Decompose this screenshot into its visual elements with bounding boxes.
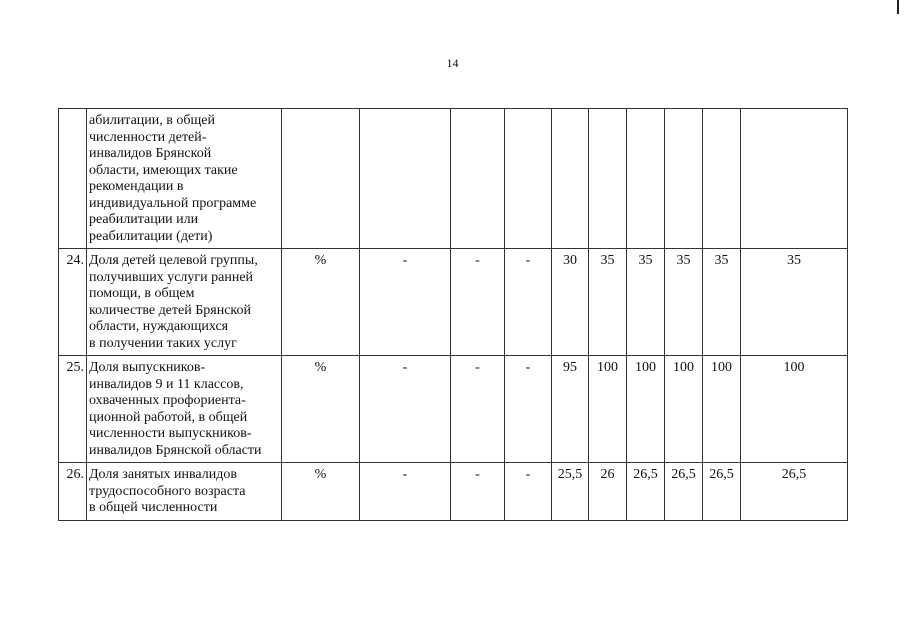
value-cell (589, 109, 627, 249)
value-cell: 35 (741, 249, 848, 356)
value-cell: - (505, 356, 552, 463)
description-line: получивших услуги ранней (89, 269, 254, 285)
row-number: 26. (59, 463, 87, 521)
unit-cell: % (282, 463, 360, 521)
value-cell: 100 (703, 356, 741, 463)
unit-cell: % (282, 356, 360, 463)
value-cell (360, 109, 451, 249)
table-row (59, 109, 848, 249)
value-cell: - (360, 463, 451, 521)
value-cell (505, 109, 552, 249)
indicator-description (87, 109, 282, 249)
value-cell (451, 109, 505, 249)
description-line: Доля выпускников- (89, 360, 206, 375)
value-cell: 100 (627, 356, 665, 463)
description-line: Доля детей целевой группы, (89, 253, 258, 268)
value-cell: 26,5 (703, 463, 741, 521)
indicator-description (87, 463, 282, 521)
unit-cell: % (282, 249, 360, 356)
indicator-description (87, 356, 282, 463)
value-cell: 26,5 (665, 463, 703, 521)
description-line: численности детей- (89, 129, 207, 145)
value-cell: 35 (589, 249, 627, 356)
value-cell: 35 (627, 249, 665, 356)
description-line: ционной работой, в общей (89, 409, 248, 425)
description-line: реабилитации или (89, 212, 199, 227)
value-cell: 35 (703, 249, 741, 356)
value-cell: 100 (741, 356, 848, 463)
description-line: области, нуждающихся (89, 319, 229, 334)
description-line: численности выпускников- (89, 426, 252, 441)
unit-cell (282, 109, 360, 249)
indicator-description (87, 249, 282, 356)
description-line: реабилитации (дети) (89, 228, 213, 244)
table-row (59, 463, 848, 521)
description-line: области, имеющих такие (89, 162, 238, 178)
value-cell: 26,5 (741, 463, 848, 521)
description-line: рекомендации в (89, 179, 184, 194)
description-line: инвалидов Брянской (89, 146, 212, 161)
table-row (59, 356, 848, 463)
table-row (59, 249, 848, 356)
value-cell: - (451, 356, 505, 463)
description-line: помощи, в общем (89, 286, 195, 301)
row-number: 24. (59, 249, 87, 356)
description-line: в общей численности (89, 500, 218, 515)
value-cell: 26 (589, 463, 627, 521)
value-cell: 26,5 (627, 463, 665, 521)
description-line: индивидуальной программе (89, 195, 257, 211)
value-cell: - (360, 356, 451, 463)
description-line: количестве детей Брянской (89, 302, 251, 318)
page-edge-mark (897, 0, 899, 14)
description-line: охваченных профориента- (89, 393, 246, 408)
value-cell: - (505, 249, 552, 356)
value-cell (627, 109, 665, 249)
description-line: инвалидов Брянской области (89, 442, 262, 458)
row-number (59, 109, 87, 249)
value-cell: - (505, 463, 552, 521)
description-line: инвалидов 9 и 11 классов, (89, 376, 244, 392)
value-cell (741, 109, 848, 249)
description-line: в получении таких услуг (89, 335, 237, 351)
value-cell: 25,5 (552, 463, 589, 521)
value-cell: - (360, 249, 451, 356)
value-cell: - (451, 249, 505, 356)
value-cell: 30 (552, 249, 589, 356)
value-cell: 100 (589, 356, 627, 463)
description-line: трудоспособного возраста (89, 483, 246, 499)
value-cell: - (451, 463, 505, 521)
value-cell: 100 (665, 356, 703, 463)
row-number: 25. (59, 356, 87, 463)
value-cell (665, 109, 703, 249)
value-cell: 95 (552, 356, 589, 463)
value-cell (703, 109, 741, 249)
value-cell (552, 109, 589, 249)
indicator-table (58, 108, 848, 521)
value-cell: 35 (665, 249, 703, 356)
page-number: 14 (446, 56, 459, 70)
description-line: абилитации, в общей (89, 113, 216, 128)
description-line: Доля занятых инвалидов (89, 467, 237, 482)
